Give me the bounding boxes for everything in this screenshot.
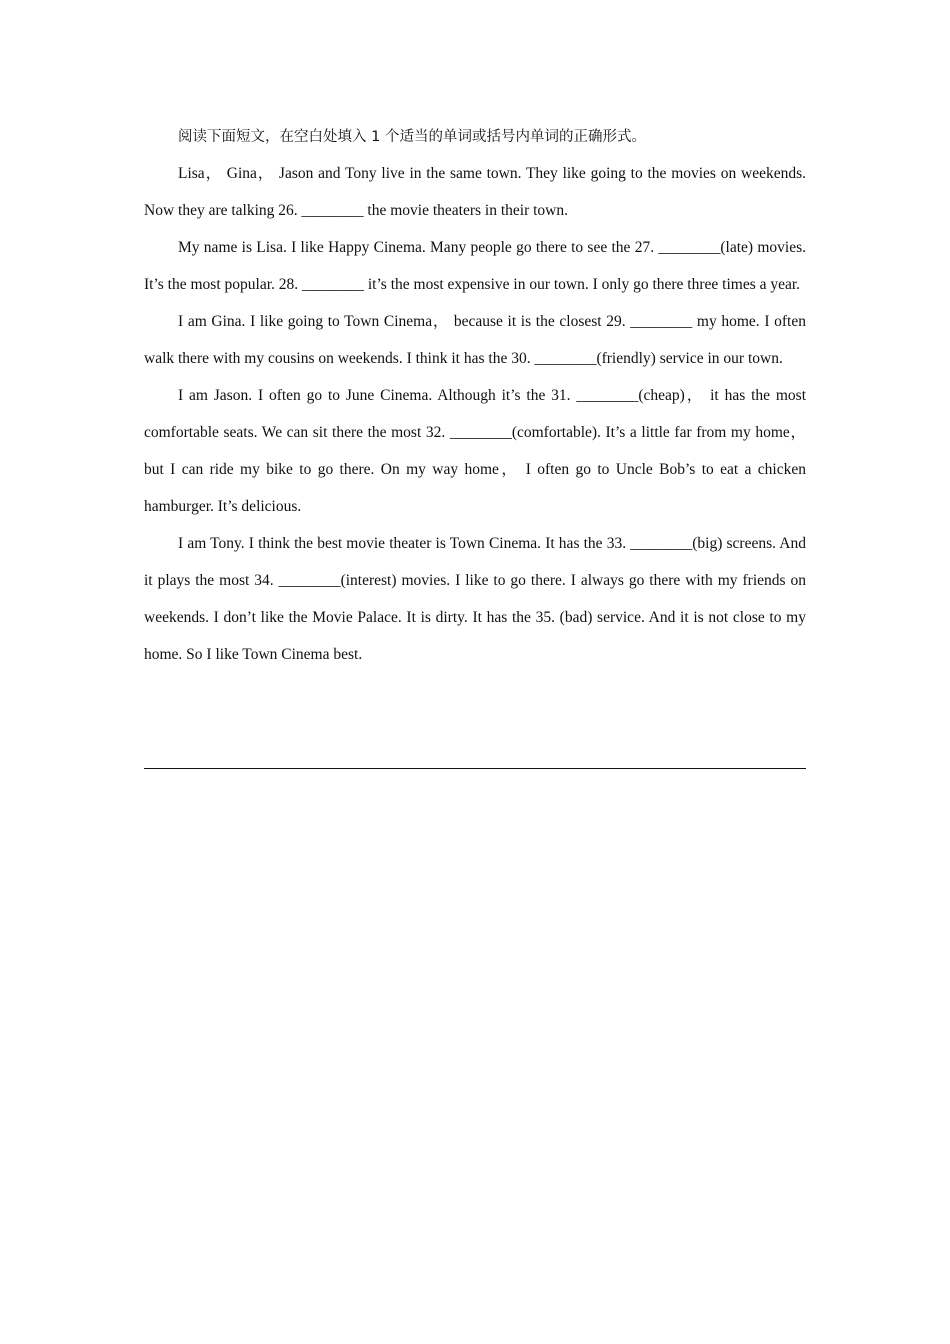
document-page	[144, 121, 806, 673]
instruction-text: 阅读下面短文，在空白处填入 1 个适当的单词或括号内单词的正确形式。	[178, 129, 646, 145]
bottom-divider	[144, 768, 806, 769]
jason-paragraph: I am Jason. I often go to June Cinema. Although it’s the 31. ________(cheap)， it has the most comfortable seats. We can sit there the most 32. ________(comfortable). It’s a little far from my home， but I can ride my bike to go there. On my way home， I often go to Uncle Bob’s to eat a chicken hamburger. It’s delicious.	[144, 387, 806, 515]
intro-paragraph: Lisa， Gina， Jason and Tony live in the same town. They like going to the movies on weekends. Now they are talking 26. ________ the movie theaters in their town.	[144, 165, 806, 219]
gina-paragraph: I am Gina. I like going to Town Cinema， because it is the closest 29. ________ my home. I often walk there with my cousins on weekends. I think it has the 30. ________(friendly) service in our town.	[144, 313, 806, 367]
tony-paragraph: I am Tony. I think the best movie theater is Town Cinema. It has the 33. ________(big) screens. And it plays the most 34. ________(interest) movies. I like to go there. I always go there with my friends on weekends. I don’t like the Movie Palace. It is dirty. It has the 35. (bad) service. And it is not close to my home. So I like Town Cinema best.	[144, 535, 806, 663]
lisa-paragraph: My name is Lisa. I like Happy Cinema. Many people go there to see the 27. ________(late) movies. It’s the most popular. 28. ________ it’s the most expensive in our town. I only go there three times a year.	[144, 239, 806, 293]
